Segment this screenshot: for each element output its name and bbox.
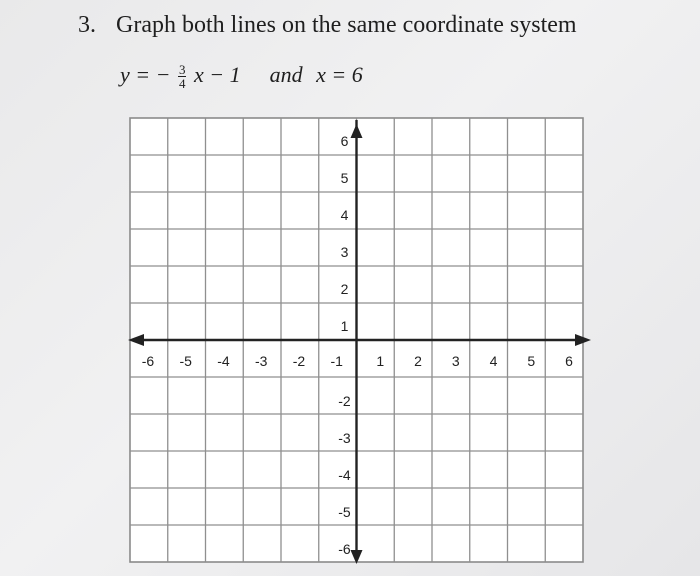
y-tick-label: 6	[340, 133, 349, 149]
x-tick-label: 1	[376, 353, 385, 369]
question-text: Graph both lines on the same coordinate system	[116, 12, 577, 38]
y-tick-label: -3	[338, 430, 351, 446]
equation1-rhs: x − 1	[193, 61, 241, 87]
coordinate-plane[interactable]	[125, 110, 595, 570]
x-tick-label: -5	[179, 353, 192, 369]
y-tick-label: -4	[338, 467, 351, 483]
fraction-numerator: 3	[178, 62, 186, 78]
equation1-lhs: y = −	[120, 61, 171, 87]
coordinate-grid[interactable]	[125, 110, 595, 575]
x-tick-label: -3	[255, 353, 268, 369]
conjunction-and: and	[269, 61, 303, 87]
equation2: x = 6	[316, 61, 363, 87]
y-tick-label: 5	[340, 170, 349, 186]
x-tick-label: -1	[330, 353, 343, 369]
x-tick-label: 2	[414, 353, 422, 369]
y-tick-label: -6	[338, 541, 351, 557]
x-tick-label: 3	[451, 353, 460, 369]
x-tick-label: 5	[527, 353, 536, 369]
y-tick-label: 3	[340, 244, 349, 260]
y-tick-label: -2	[338, 393, 351, 409]
fraction-denominator: 4	[178, 76, 186, 92]
x-tick-label: -2	[292, 353, 306, 369]
equation1-fraction	[178, 63, 187, 90]
y-tick-label: 4	[340, 207, 349, 223]
x-tick-label: 6	[565, 353, 573, 369]
x-tick-label: -6	[141, 353, 155, 369]
equations-line	[120, 60, 363, 92]
x-tick-label: 4	[489, 353, 498, 369]
y-tick-label: 1	[340, 318, 349, 334]
y-tick-label: -5	[338, 504, 351, 520]
x-tick-label: -4	[217, 353, 230, 369]
y-tick-label: 2	[340, 281, 349, 297]
question-number: 3.	[78, 12, 96, 38]
